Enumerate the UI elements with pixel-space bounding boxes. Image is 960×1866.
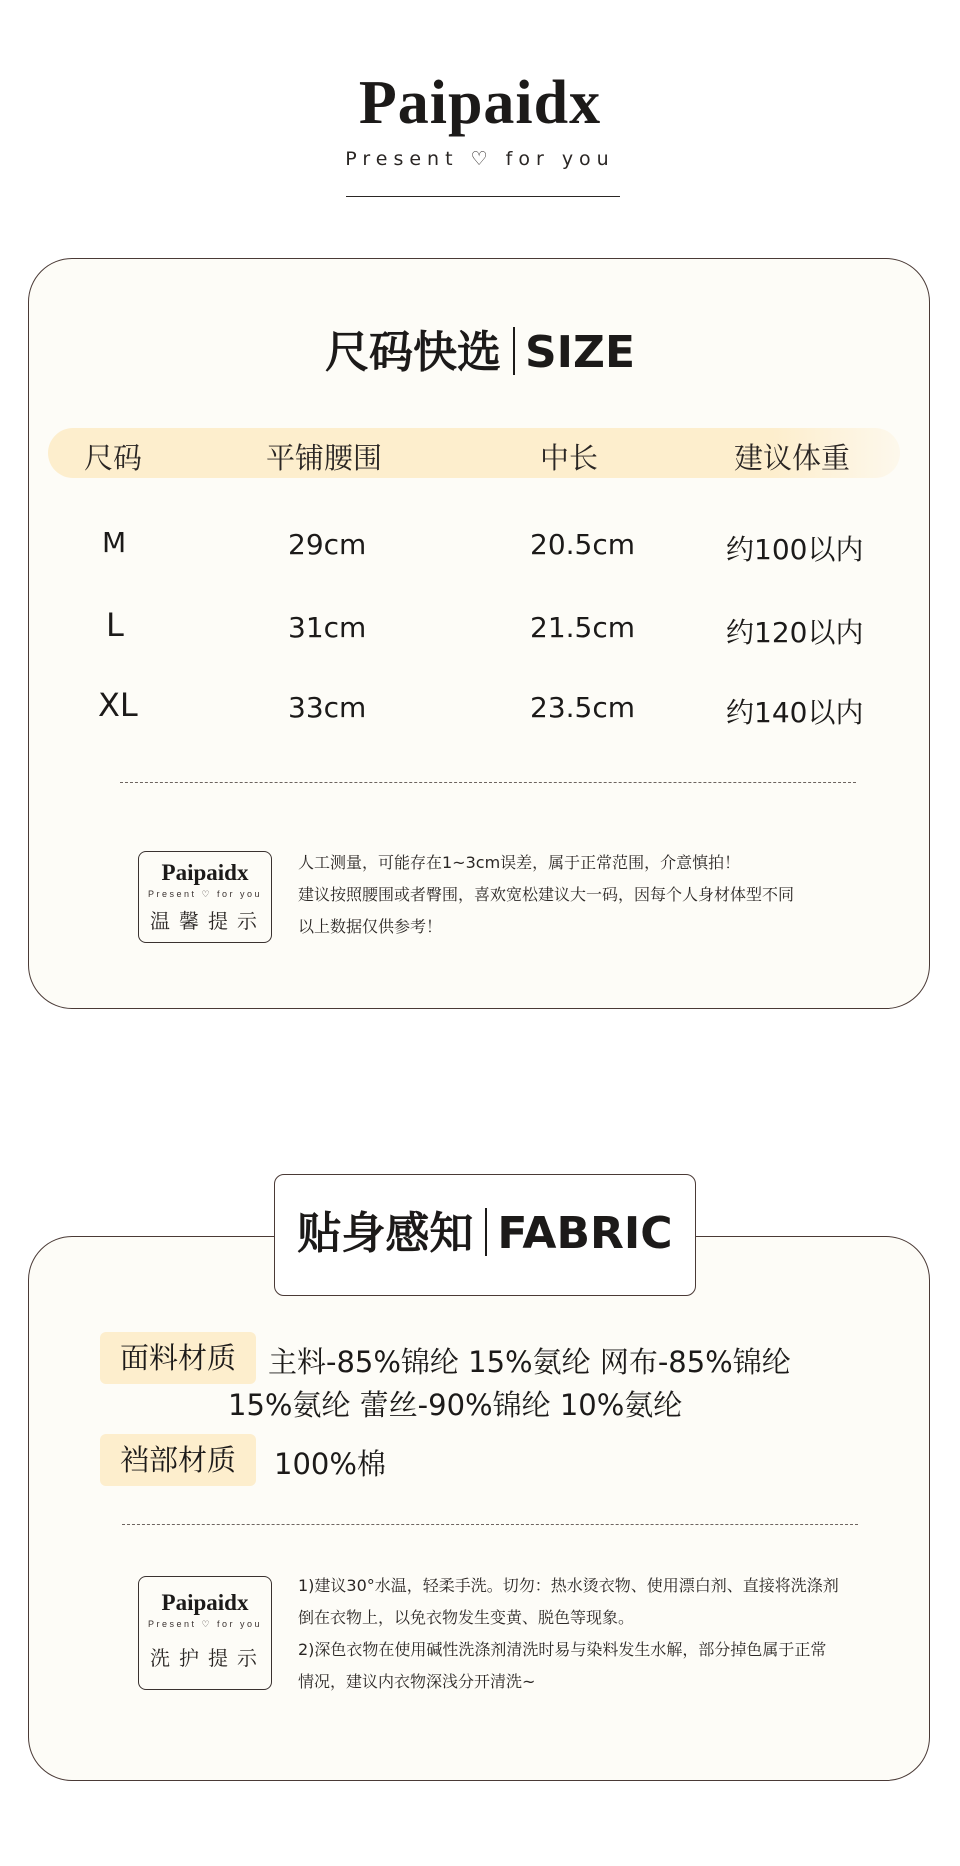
- stamp-tagline: Present ♡ for you: [147, 1619, 263, 1629]
- note-line: 建议按照腰围或者臀围，喜欢宽松建议大一码，因每个人身材体型不同: [298, 885, 795, 904]
- column-header-waist: 平铺腰围: [266, 441, 383, 475]
- care-notes: [298, 1570, 839, 1698]
- note-line: 以上数据仅供参考！: [298, 917, 443, 936]
- column-header-size: 尺码: [84, 441, 143, 475]
- brand-header: [0, 69, 960, 170]
- fabric-card: [28, 1236, 930, 1781]
- brand-divider: [346, 196, 620, 197]
- tips-stamp: [138, 851, 272, 943]
- table-cell-weight: 约100以内: [726, 533, 864, 566]
- brand-tagline: Present ♡ for you: [345, 148, 615, 170]
- material-line-1: 主料-85%锦纶 15%氨纶 网布-85%锦纶: [268, 1345, 791, 1379]
- stamp-title: 洗护提示: [150, 1648, 266, 1670]
- table-cell-weight: 约140以内: [726, 696, 864, 729]
- fabric-title-en: FABRIC: [497, 1208, 673, 1259]
- fabric-title-cn: 贴身感知: [297, 1208, 474, 1259]
- crotch-label: 裆部材质: [100, 1434, 256, 1486]
- stamp-tagline: Present ♡ for you: [147, 889, 263, 899]
- size-title-cn: 尺码快选: [324, 327, 501, 378]
- table-cell-waist: 33cm: [288, 691, 367, 724]
- table-cell-size: M: [102, 526, 127, 559]
- material-label: 面料材质: [100, 1332, 256, 1384]
- table-cell-length: 21.5cm: [530, 611, 636, 644]
- table-cell-waist: 31cm: [288, 611, 367, 644]
- stamp-logo: Paipaidx: [161, 1590, 249, 1615]
- stamp-logo: Paipaidx: [161, 860, 249, 885]
- note-line: 1)建议30°水温，轻柔手洗。切勿：热水烫衣物、使用漂白剂、直接将洗涤剂: [298, 1576, 839, 1595]
- table-cell-size: XL: [98, 686, 138, 724]
- column-header-length: 中长: [540, 441, 599, 475]
- table-cell-length: 20.5cm: [530, 528, 636, 561]
- stamp-title: 温馨提示: [150, 911, 266, 933]
- table-cell-weight: 约120以内: [726, 616, 864, 649]
- brand-logo: Paipaidx: [358, 69, 602, 137]
- material-line-2: 15%氨纶 蕾丝-90%锦纶 10%氨纶: [228, 1388, 683, 1422]
- note-line: 情况，建议内衣物深浅分开清洗~: [298, 1672, 536, 1691]
- title-separator: [485, 1208, 487, 1256]
- care-stamp: [138, 1576, 272, 1690]
- size-notes: [298, 847, 794, 943]
- dotted-divider: [120, 782, 856, 783]
- fabric-title: [274, 1174, 696, 1296]
- size-title-en: SIZE: [524, 327, 636, 378]
- table-cell-waist: 29cm: [288, 528, 367, 561]
- note-line: 人工测量，可能存在1~3cm误差，属于正常范围，介意慎拍！: [298, 853, 741, 872]
- crotch-value: 100%棉: [274, 1447, 386, 1481]
- table-cell-length: 23.5cm: [530, 691, 636, 724]
- note-line: 2)深色衣物在使用碱性洗涤剂清洗时易与染料发生水解，部分掉色属于正常: [298, 1640, 827, 1659]
- dotted-divider: [122, 1524, 858, 1525]
- size-title: [0, 316, 960, 380]
- note-line: 倒在衣物上，以免衣物发生变黄、脱色等现象。: [298, 1608, 635, 1627]
- table-cell-size: L: [106, 606, 124, 644]
- column-header-weight: 建议体重: [734, 441, 851, 475]
- title-separator: [513, 327, 515, 375]
